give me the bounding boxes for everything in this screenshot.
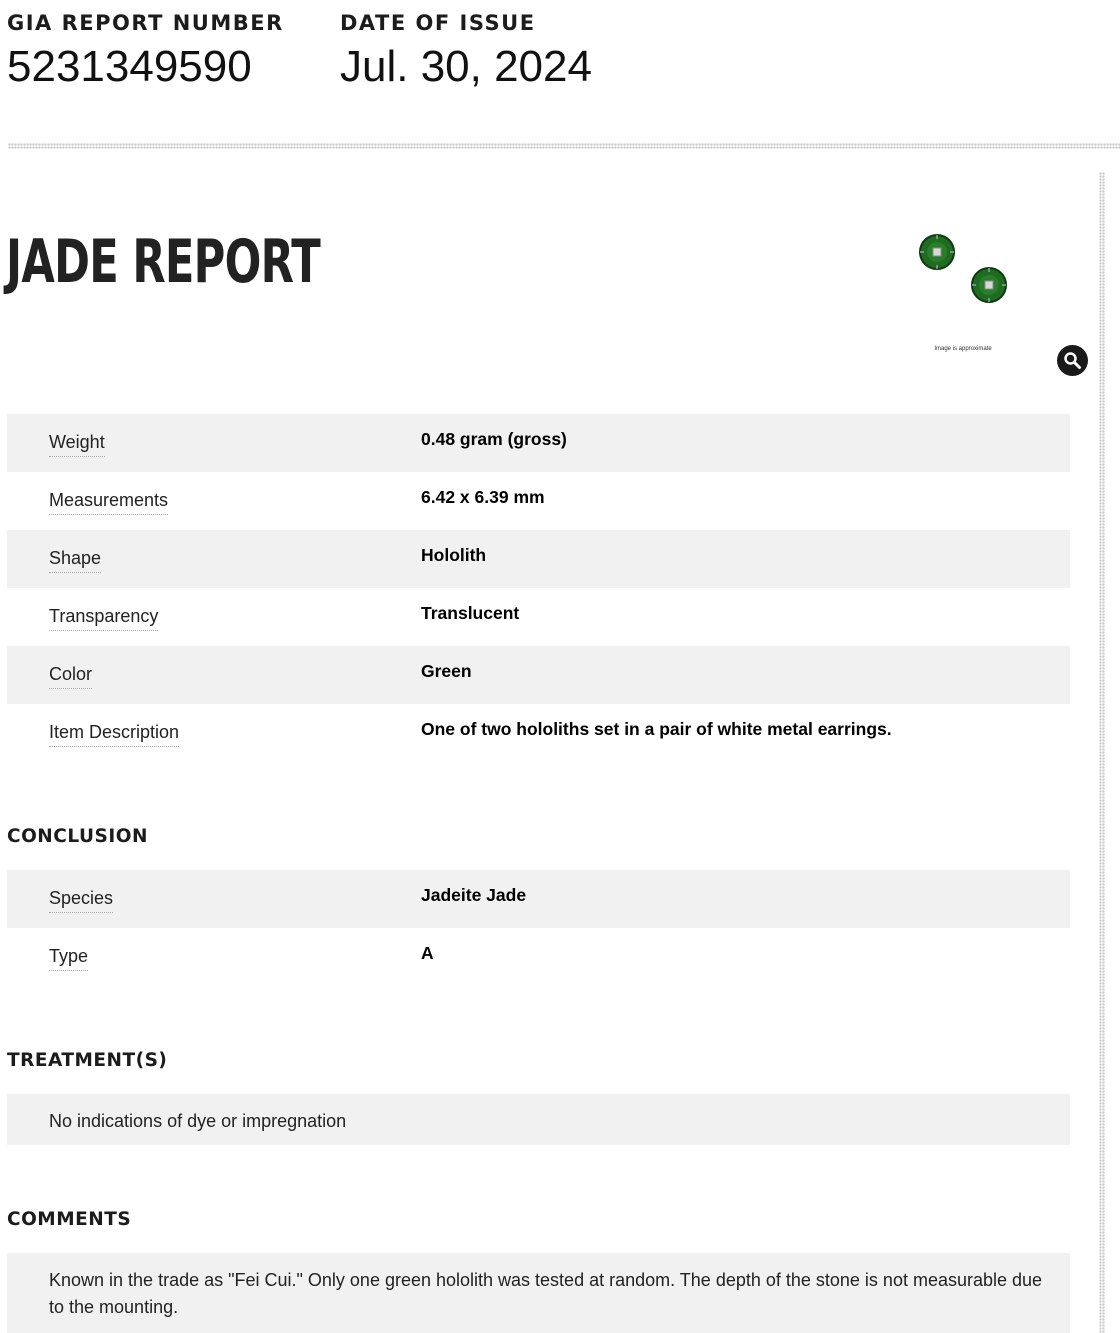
weight-label[interactable]: Weight (49, 432, 105, 457)
table-row (7, 588, 1070, 646)
table-row (7, 530, 1070, 588)
table-row (7, 414, 1070, 472)
measurements-value: 6.42 x 6.39 mm (421, 487, 545, 507)
section-divider (8, 143, 1120, 149)
magnifier-icon (1063, 351, 1082, 370)
report-number-block (7, 10, 284, 92)
table-row (7, 928, 1070, 986)
hololith-stone-2 (972, 268, 1006, 302)
report-title: JADE REPORT (6, 227, 320, 297)
report-number-label: GIA REPORT NUMBER (7, 11, 284, 35)
table-row (7, 704, 1070, 762)
table-row (7, 472, 1070, 530)
conclusion-heading: CONCLUSION (7, 826, 148, 847)
color-label[interactable]: Color (49, 664, 92, 689)
item-description-value: One of two hololiths set in a pair of white metal earrings. (421, 719, 892, 739)
transparency-label[interactable]: Transparency (49, 606, 158, 631)
details-table (7, 414, 1070, 762)
shape-value: Hololith (421, 545, 487, 565)
treatments-heading: TREATMENT(S) (7, 1050, 168, 1071)
shape-label[interactable]: Shape (49, 548, 101, 573)
item-description-label[interactable]: Item Description (49, 722, 179, 747)
color-value: Green (421, 661, 472, 681)
date-of-issue: Jul. 30, 2024 (340, 42, 592, 91)
weight-value: 0.48 gram (gross) (421, 429, 567, 449)
table-row (7, 646, 1070, 704)
stone-image[interactable] (910, 226, 1020, 316)
table-row (7, 870, 1070, 928)
zoom-button[interactable] (1057, 345, 1088, 376)
report-number: 5231349590 (7, 42, 252, 91)
comments-text: Known in the trade as "Fei Cui." Only one green hololith was tested at random. The depth of the stone is not measurable due to the mounting. (49, 1270, 1043, 1317)
treatments-text: No indications of dye or impregnation (49, 1111, 347, 1131)
species-label[interactable]: Species (49, 888, 113, 913)
hololith-stone-1 (920, 235, 954, 269)
conclusion-table (7, 870, 1070, 986)
date-of-issue-block (340, 10, 592, 92)
transparency-value: Translucent (421, 603, 520, 623)
comments-text-box (7, 1253, 1070, 1333)
date-of-issue-label: DATE OF ISSUE (340, 11, 536, 35)
comments-heading: COMMENTS (7, 1209, 132, 1230)
type-label[interactable]: Type (49, 946, 88, 971)
treatments-text-box (7, 1094, 1070, 1145)
species-value: Jadeite Jade (421, 885, 527, 905)
vertical-divider (1099, 172, 1105, 1333)
measurements-label[interactable]: Measurements (49, 490, 168, 515)
type-value: A (421, 943, 434, 963)
image-caption: Image is approximate (934, 346, 992, 352)
